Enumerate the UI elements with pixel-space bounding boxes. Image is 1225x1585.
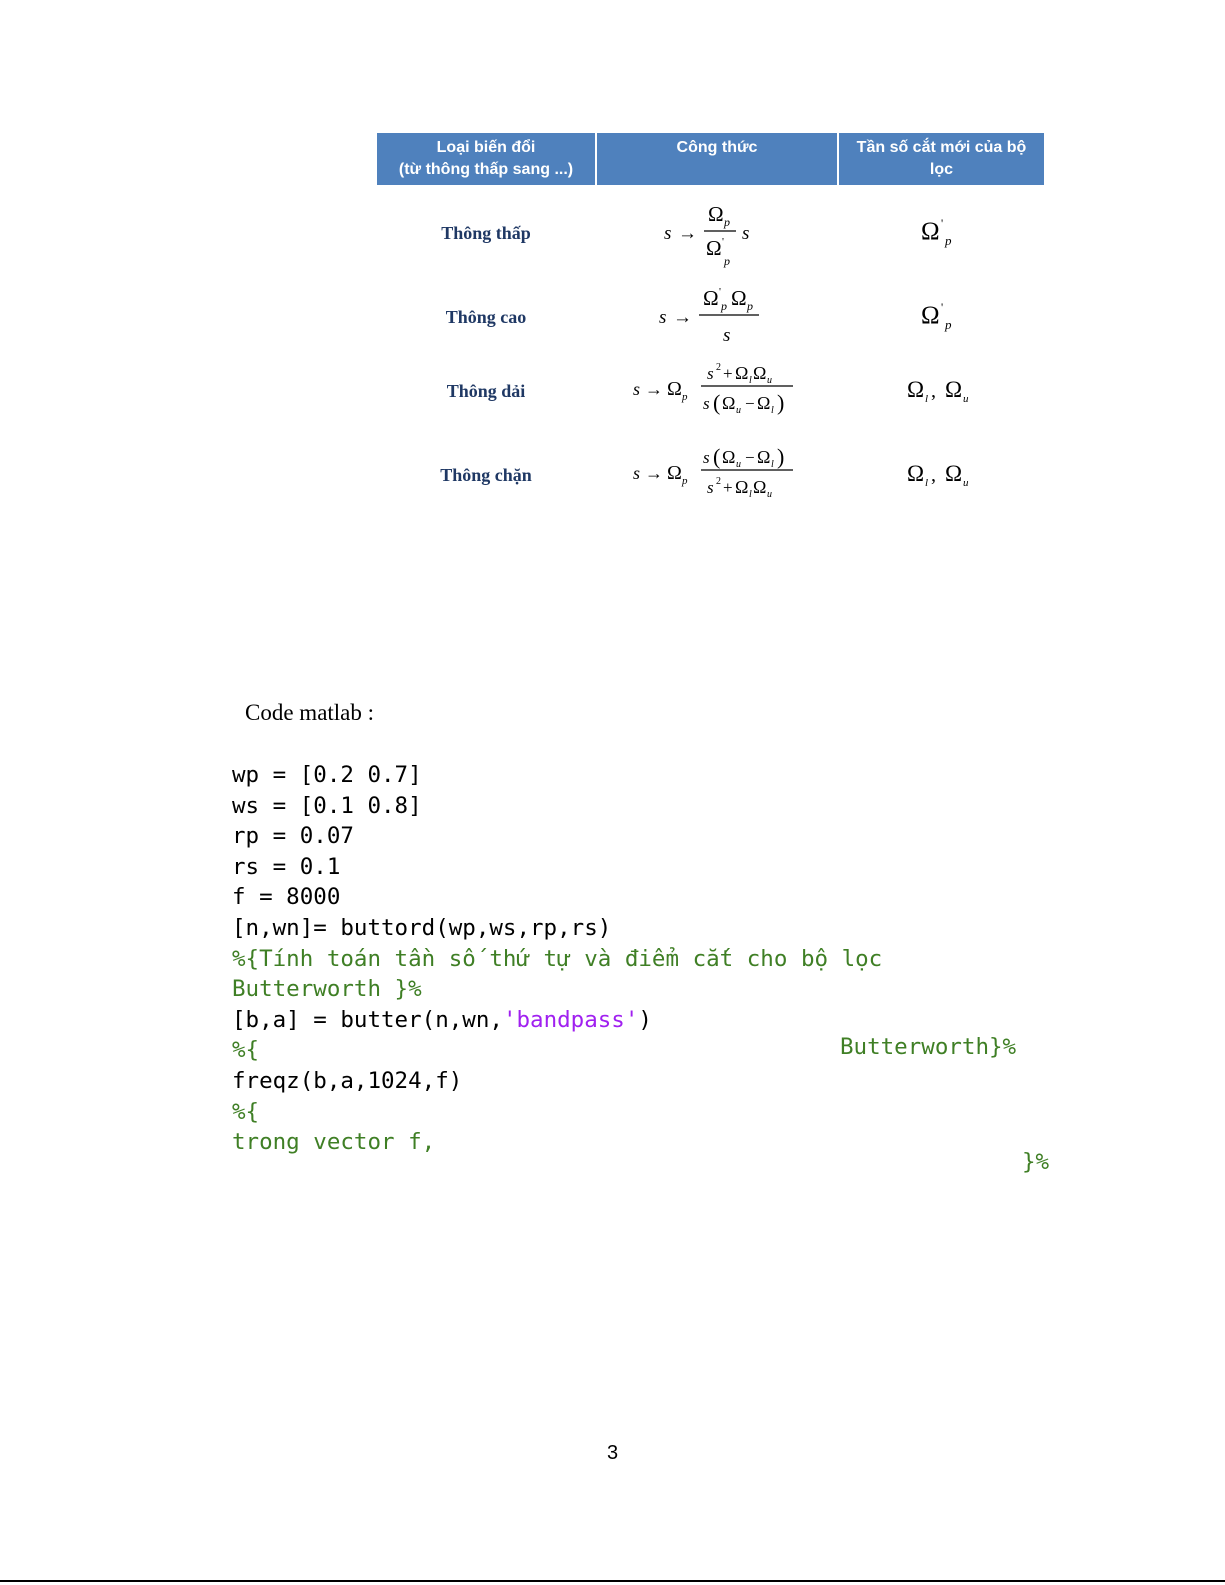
svg-text:u: u [735, 405, 741, 416]
header-line: Công thức [676, 139, 758, 156]
cutoff-highpass [837, 297, 1044, 337]
code-text: ) [638, 1006, 652, 1033]
svg-text:l: l [924, 393, 928, 405]
svg-text:s: s [706, 364, 714, 383]
svg-text:Ω: Ω [906, 461, 924, 486]
svg-text:p: p [681, 391, 687, 403]
svg-text:Ω: Ω [752, 477, 766, 497]
svg-text:(: ( [712, 444, 720, 469]
svg-text:p: p [944, 233, 951, 248]
svg-text:s: s [702, 394, 710, 413]
svg-text:p: p [681, 475, 687, 487]
code-comment-tail: Butterworth}% [840, 1034, 1017, 1060]
formula-bandstop [595, 443, 837, 507]
svg-text:u: u [766, 489, 772, 500]
svg-text:p: p [721, 299, 727, 313]
svg-text:Ω: Ω [666, 462, 682, 484]
formula-highpass [595, 281, 837, 353]
cutoff-bandstop [837, 455, 1044, 495]
header-formula [595, 133, 837, 185]
svg-text:s: s [742, 223, 750, 244]
svg-text:Ω: Ω [721, 393, 735, 413]
table-row [377, 359, 1044, 423]
code-line: wp = [0.2 0.7] [232, 762, 422, 788]
code-line: rp = 0.07 [232, 823, 354, 850]
svg-text:Ω: Ω [756, 393, 770, 413]
table-row [377, 197, 1044, 269]
svg-text:l: l [770, 459, 774, 470]
svg-text:,: , [930, 380, 936, 402]
code-comment: %{Tính toán tần số thứ tự và điểm cắt cho bộ lọc [232, 945, 883, 972]
svg-text:Ω: Ω [906, 377, 924, 402]
formula-lowpass [595, 197, 837, 269]
svg-text:Ω: Ω [734, 363, 748, 383]
svg-text:→: → [644, 379, 663, 399]
svg-text:l: l [770, 405, 774, 416]
svg-text:u: u [962, 477, 968, 489]
code-comment: %{ [232, 1098, 260, 1125]
svg-text:Ω: Ω [703, 286, 719, 310]
svg-text:Ω: Ω [752, 363, 766, 383]
svg-text:p: p [944, 317, 951, 332]
svg-text:+: + [722, 364, 733, 383]
code-comment: trong vector f, [232, 1129, 436, 1156]
svg-text:Ω: Ω [920, 302, 940, 329]
header-new-cutoff [837, 133, 1044, 185]
header-line: Loại biến đổi [436, 139, 536, 156]
svg-text:s: s [702, 448, 710, 467]
code-comment-close: }% [1022, 1149, 1050, 1175]
svg-text:': ' [940, 300, 943, 314]
svg-text:Ω: Ω [944, 461, 962, 486]
svg-text:s: s [632, 463, 640, 483]
svg-text:u: u [766, 375, 772, 386]
svg-text:−: − [744, 394, 755, 413]
svg-text:Ω: Ω [734, 477, 748, 497]
svg-text:): ) [776, 444, 784, 469]
svg-text:l: l [748, 489, 752, 500]
row-name: Thông chặn [440, 464, 532, 485]
code-comment: Butterworth }% [232, 976, 422, 1003]
table-row [377, 443, 1044, 507]
svg-text:': ' [940, 216, 943, 230]
code-line: rs = 0.1 [232, 853, 341, 880]
matlab-code-block [232, 760, 882, 1158]
bottom-rule [0, 1580, 1225, 1582]
svg-text:s: s [723, 325, 731, 346]
svg-text:+: + [722, 478, 733, 497]
svg-text:p: p [724, 254, 730, 268]
row-name: Thông thấp [441, 222, 531, 243]
svg-text:): ) [776, 390, 784, 415]
svg-text:→: → [644, 463, 663, 483]
code-line: freqz(b,a,1024,f) [232, 1067, 463, 1094]
svg-text:Ω: Ω [706, 236, 722, 260]
svg-text:s: s [632, 379, 640, 399]
svg-text:(: ( [712, 390, 720, 415]
cutoff-bandpass [837, 371, 1044, 411]
transform-table [377, 133, 1044, 500]
svg-text:Ω: Ω [666, 378, 682, 400]
code-line: ws = [0.1 0.8] [232, 792, 422, 819]
svg-text:Ω: Ω [721, 447, 735, 467]
page-number: 3 [606, 1442, 619, 1464]
svg-text:Ω: Ω [756, 447, 770, 467]
code-string: 'bandpass' [502, 1006, 639, 1033]
code-label: Code matlab : [245, 700, 375, 725]
cutoff-lowpass [837, 213, 1044, 253]
table-header [377, 133, 1044, 185]
svg-text:2: 2 [715, 476, 721, 487]
svg-text:2: 2 [715, 362, 721, 373]
table-row [377, 281, 1044, 353]
code-line [232, 1005, 882, 1036]
code-comment: %{ [232, 1037, 260, 1064]
code-text: [b,a] = butter(n,wn, [232, 1006, 503, 1033]
svg-text:,: , [930, 464, 936, 486]
svg-text:': ' [722, 236, 724, 248]
header-line: (từ thông thấp sang ...) [398, 161, 574, 178]
svg-text:p: p [747, 299, 753, 313]
svg-text:p: p [724, 215, 730, 229]
header-line: lọc [929, 161, 954, 178]
formula-bandpass [595, 359, 837, 423]
header-line: Tần số cắt mới của bộ [856, 139, 1027, 156]
svg-text:s: s [664, 223, 672, 244]
svg-text:s: s [659, 307, 667, 328]
svg-text:l: l [748, 375, 752, 386]
row-name: Thông cao [445, 306, 527, 327]
svg-text:u: u [735, 459, 741, 470]
svg-text:Ω: Ω [708, 202, 724, 226]
code-line: f = 8000 [232, 884, 341, 911]
svg-text:Ω: Ω [731, 286, 747, 310]
svg-text:l: l [924, 477, 928, 489]
header-transform-type [377, 133, 595, 185]
svg-text:s: s [706, 478, 714, 497]
row-name: Thông dải [446, 380, 526, 401]
svg-text:': ' [719, 286, 721, 298]
svg-text:Ω: Ω [944, 377, 962, 402]
svg-text:u: u [962, 393, 968, 405]
svg-text:Ω: Ω [920, 218, 940, 245]
svg-text:→: → [673, 307, 692, 328]
code-line: [n,wn]= buttord(wp,ws,rp,rs) [232, 914, 612, 941]
svg-text:→: → [678, 223, 697, 244]
svg-text:−: − [744, 448, 755, 467]
